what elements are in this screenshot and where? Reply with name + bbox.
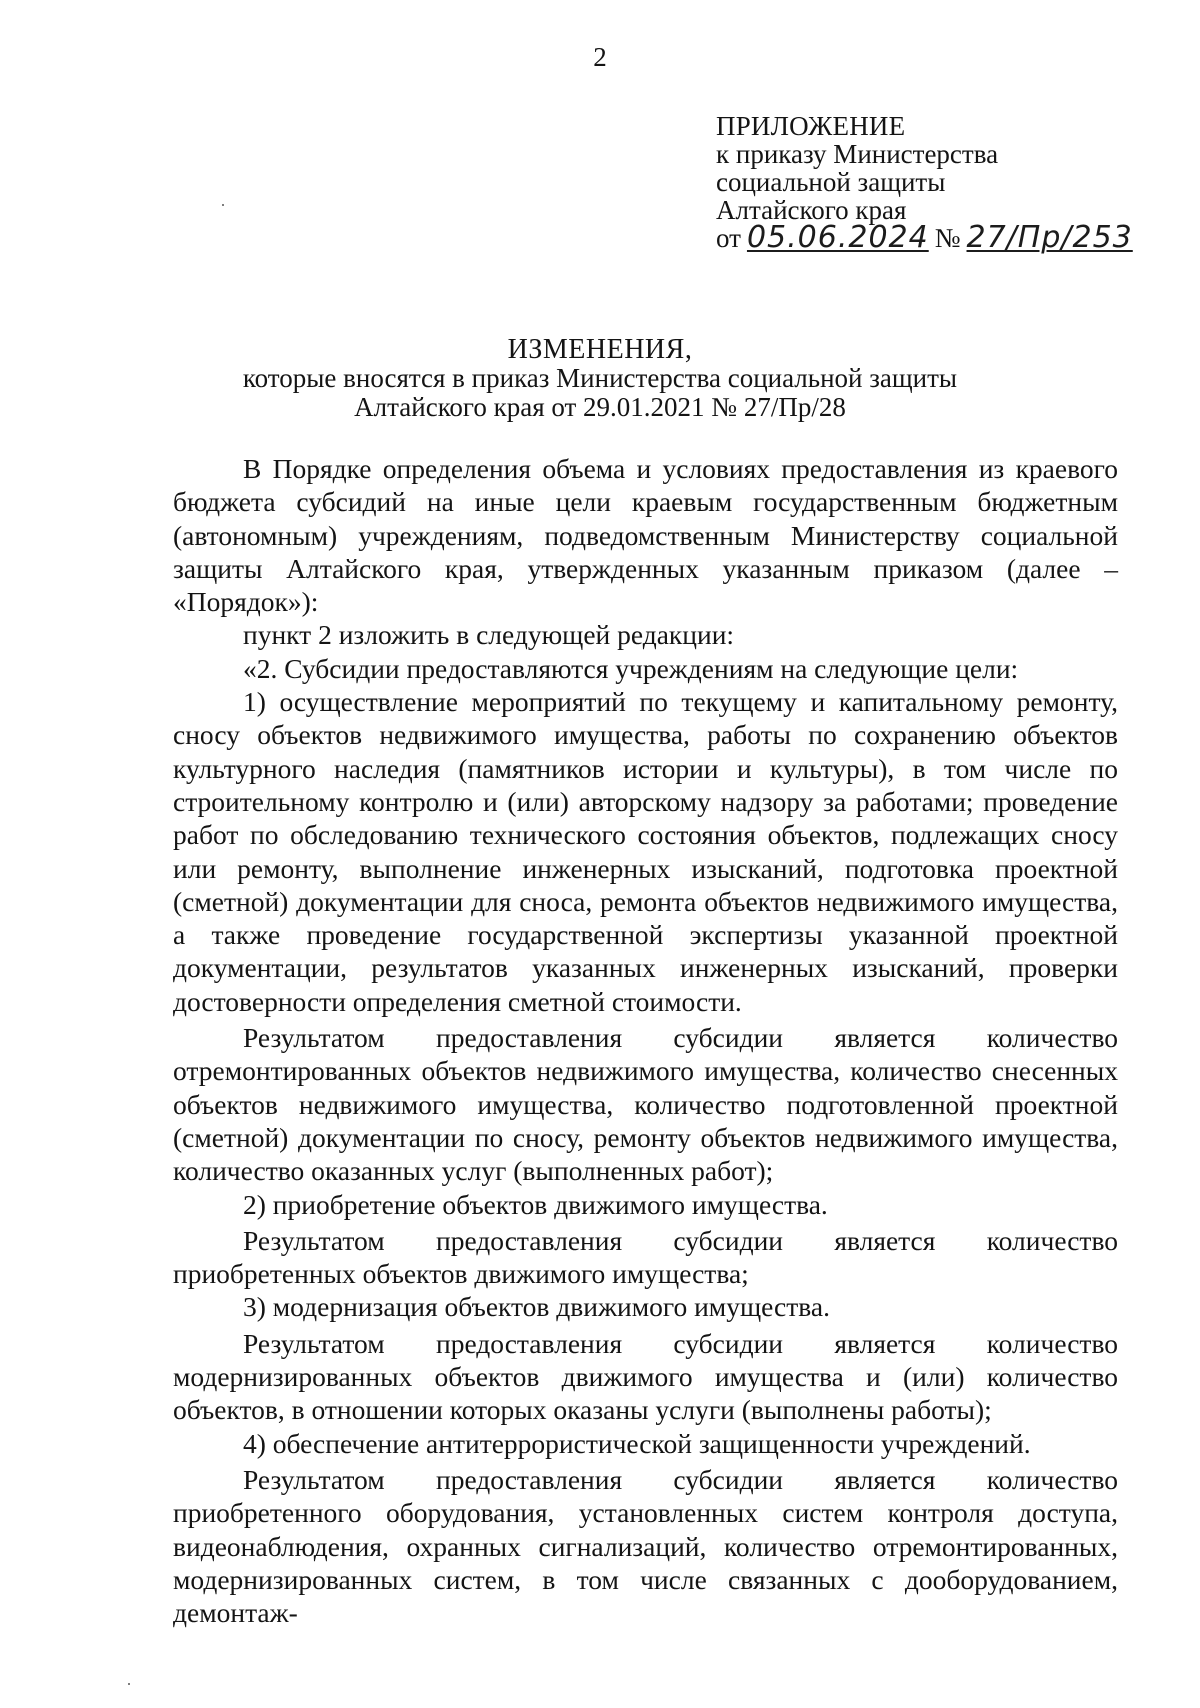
document-body <box>173 452 1118 1629</box>
scan-speck <box>128 1683 130 1685</box>
scan-speck <box>222 204 224 206</box>
page-number: 2 <box>593 42 607 72</box>
number-sign: № <box>934 223 961 253</box>
body-paragraph: 3) модернизация объектов движимого имущества. <box>243 1291 830 1323</box>
body-paragraph: 4) обеспечение антитеррористической защищенности учреждений. <box>243 1427 1031 1459</box>
body-paragraph: Результатом предоставления субсидии является количество отремонтированных объектов недвижимого имущества, количество снесенных объектов недвижимого имущества, количество подготовленной проектной (сметной) документации по сносу, ремонту объектов недвижимого имущества, количество оказанных услуг (выполненных работ); <box>173 1022 1118 1187</box>
appendix-line: к приказу Министерства <box>716 139 999 169</box>
body-paragraph: Результатом предоставления субсидии является количество приобретенных объектов движимого имущества; <box>173 1224 1118 1290</box>
body-paragraph: 2) приобретение объектов движимого имущества. <box>243 1188 828 1220</box>
body-paragraph: пункт 2 изложить в следующей редакции: <box>243 619 735 651</box>
body-paragraph: Результатом предоставления субсидии является количество модернизированных объектов движимого имущества и (или) количество объектов, в отношении которых оказаны услуги (выполнены работы); <box>173 1327 1118 1426</box>
handwritten-date: 05.06.2024 <box>746 220 929 255</box>
appendix-block <box>716 111 1186 255</box>
appendix-line: Алтайского края <box>716 195 907 225</box>
body-paragraph: 1) осуществление мероприятий по текущему и капитальному ремонту, сносу объектов недвижимого имущества, работы по сохранению объектов культурного наследия (памятников истории и культуры), в том числе по строительному контролю и (или) авторскому надзору за работами; проведение работ по обследованию технического состояния объектов, подлежащих сносу или ремонту, выполнение инженерных изысканий, подготовка проектной (сметной) документации для сноса, ремонта объектов недвижимого имущества, а также проведение государственной экспертизы указанной проектной документации, результатов указанных инженерных изысканий, проверки достоверности определения сметной стоимости. <box>173 686 1118 1017</box>
appendix-title: ПРИЛОЖЕНИЕ <box>716 111 906 141</box>
body-paragraph: В Порядке определения объема и условиях предоставления из краевого бюджета субсидий на иные цели краевым государственным бюджетным (автономным) учреждениям, подведомственным Министерству социальной защиты Алтайского края, утвержденных указанным приказом (далее – «Порядок»): <box>173 453 1118 618</box>
appendix-line: социальной защиты <box>716 167 946 197</box>
body-paragraph: Результатом предоставления субсидии является количество приобретенного оборудования, установленных систем контроля доступа, видеонаблюдения, охранных сигнализаций, количество отремонтированных, модернизированных систем, в том числе связанных с дооборудованием, демонтаж- <box>173 1463 1118 1629</box>
heading-subtitle: Алтайского края от 29.01.2021 № 27/Пр/28 <box>354 392 846 422</box>
body-paragraph: «2. Субсидии предоставляются учреждениям на следующие цели: <box>243 652 1019 684</box>
heading-subtitle: которые вносятся в приказ Министерства социальной защиты <box>242 363 958 393</box>
order-date-number-line <box>716 220 1186 255</box>
date-prefix: от <box>716 223 741 253</box>
heading-title: ИЗМЕНЕНИЯ, <box>507 334 693 365</box>
document-heading <box>150 335 1050 422</box>
handwritten-order-number: 27/Пр/253 <box>966 220 1133 255</box>
